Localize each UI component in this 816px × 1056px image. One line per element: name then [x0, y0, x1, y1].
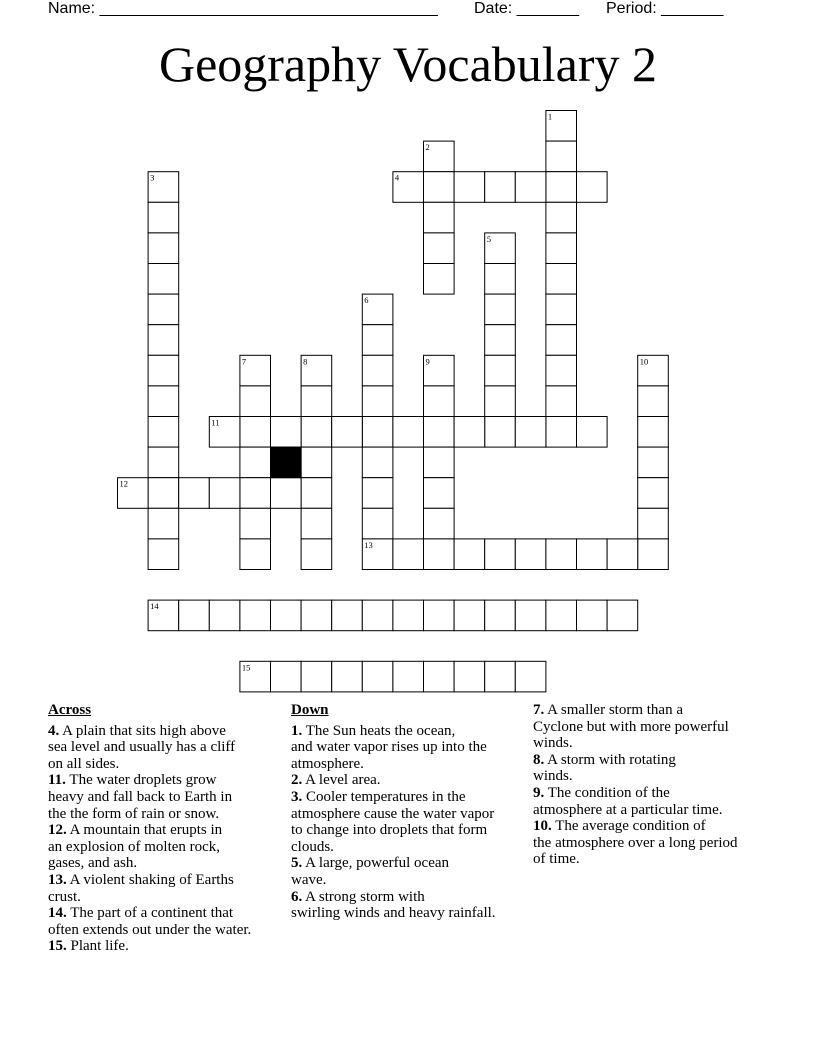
crossword-cell[interactable]	[362, 386, 393, 417]
crossword-cell[interactable]	[301, 508, 332, 539]
crossword-cell[interactable]	[148, 539, 179, 570]
crossword-cell[interactable]	[301, 539, 332, 570]
crossword-cell[interactable]	[301, 386, 332, 417]
crossword-cell[interactable]	[148, 325, 179, 356]
crossword-cell[interactable]	[546, 355, 577, 386]
down-clue	[533, 702, 773, 752]
crossword-cell[interactable]	[546, 600, 577, 631]
clue-text: A storm with rotating winds.	[533, 751, 676, 785]
crossword-cell[interactable]	[240, 386, 271, 417]
crossword-cell[interactable]	[638, 447, 669, 478]
clue-number-label: 11	[211, 417, 220, 428]
crossword-cell[interactable]	[332, 661, 363, 692]
clue-number: 12.	[48, 822, 67, 839]
crossword-cell[interactable]	[424, 172, 455, 203]
crossword-cell[interactable]	[362, 355, 393, 386]
crossword-cell[interactable]	[148, 355, 179, 386]
crossword-cell[interactable]	[638, 478, 669, 509]
crossword-cell[interactable]	[515, 539, 546, 570]
across-clue	[48, 822, 284, 872]
crossword-cell[interactable]	[424, 600, 455, 631]
across-clue	[48, 905, 284, 938]
clue-text: A mountain that erupts in an explosion of molten rock, gases, and ash.	[48, 822, 223, 872]
crossword-cell[interactable]	[362, 417, 393, 448]
crossword-cell[interactable]	[240, 508, 271, 539]
crossword-cell[interactable]	[301, 447, 332, 478]
across-clues	[48, 702, 284, 955]
across-clue	[48, 772, 284, 822]
clue-number-label: 10	[639, 356, 649, 367]
clue-number-label: 6	[364, 295, 369, 306]
clue-number-label: 9	[425, 356, 430, 367]
clue-number: 3.	[291, 788, 303, 805]
crossword-cell[interactable]	[271, 600, 302, 631]
crossword-cell[interactable]	[546, 386, 577, 417]
clue-text: A smaller storm than a Cyclone but with more powerful winds.	[533, 702, 729, 752]
crossword-cell[interactable]	[148, 233, 179, 264]
crossword-cell[interactable]	[424, 539, 455, 570]
clue-number-label: 4	[394, 172, 400, 183]
clue-text: The condition of the atmosphere at a particular time.	[533, 784, 723, 818]
crossword-cell[interactable]	[301, 661, 332, 692]
clue-text: A strong storm with swirling winds and heavy rainfall.	[291, 888, 496, 922]
crossword-cell[interactable]	[485, 172, 516, 203]
crossword-cell[interactable]	[362, 661, 393, 692]
crossword-cell[interactable]	[485, 661, 516, 692]
crossword-cell[interactable]	[515, 600, 546, 631]
crossword-cell[interactable]	[301, 417, 332, 448]
down-clue	[291, 723, 531, 773]
crossword-cell[interactable]	[424, 661, 455, 692]
name-field[interactable]: Name: ______________________________________	[48, 0, 438, 17]
clue-text: Cooler temperatures in the atmosphere cause the water vapor to change into droplets that form clouds.	[291, 788, 495, 855]
crossword-cell[interactable]	[454, 172, 485, 203]
crossword-cell[interactable]	[485, 600, 516, 631]
crossword-cell[interactable]	[393, 661, 424, 692]
crossword-cell[interactable]	[424, 478, 455, 509]
clue-number: 1.	[291, 722, 303, 739]
across-clue	[48, 723, 284, 773]
crossword-cell[interactable]	[148, 478, 179, 509]
crossword-cell[interactable]	[424, 233, 455, 264]
clue-number: 2.	[291, 772, 303, 789]
crossword-cell[interactable]	[240, 539, 271, 570]
down-clue	[291, 889, 531, 922]
crossword-cell[interactable]	[546, 233, 577, 264]
clue-text: A large, powerful ocean wave.	[291, 855, 450, 888]
crossword-cell[interactable]	[332, 417, 363, 448]
crossword-cell[interactable]	[546, 294, 577, 325]
crossword-cell[interactable]	[362, 325, 393, 356]
crossword-cell[interactable]	[179, 478, 210, 509]
crossword-cell[interactable]	[209, 478, 240, 509]
crossword-cell[interactable]	[485, 294, 516, 325]
crossword-cell[interactable]	[362, 478, 393, 509]
clue-text: A violent shaking of Earths crust.	[48, 871, 234, 905]
crossword-cell[interactable]	[577, 417, 608, 448]
crossword-cell[interactable]	[515, 661, 546, 692]
clue-text: A level area.	[302, 772, 381, 789]
clue-number-label: 13	[364, 539, 373, 550]
crossword-cell[interactable]	[393, 600, 424, 631]
clue-number: 14.	[48, 905, 67, 922]
clue-number: 8.	[533, 751, 545, 768]
crossword-cell[interactable]	[607, 539, 638, 570]
crossword-cell[interactable]	[546, 264, 577, 295]
crossword-cell[interactable]	[546, 172, 577, 203]
crossword-cell[interactable]	[362, 508, 393, 539]
clue-number: 15.	[48, 938, 67, 955]
down-clue	[533, 752, 773, 785]
crossword-cell[interactable]	[577, 172, 608, 203]
crossword-cell[interactable]	[393, 417, 424, 448]
crossword-cell[interactable]	[148, 386, 179, 417]
down-clue	[533, 818, 773, 868]
crossword-cell[interactable]	[271, 478, 302, 509]
clue-number-label: 12	[119, 478, 128, 489]
clue-number-label: 3	[150, 172, 155, 183]
clue-text: A plain that sits high above sea level and usually has a cliff on all sides.	[48, 722, 236, 772]
crossword-cell[interactable]	[485, 264, 516, 295]
down-clue	[291, 855, 531, 888]
crossword-cell[interactable]	[424, 508, 455, 539]
crossword-cell[interactable]	[240, 447, 271, 478]
clue-number-label: 2	[425, 142, 430, 153]
crossword-cell[interactable]	[638, 539, 669, 570]
clue-number: 9.	[533, 784, 545, 801]
crossword-cell[interactable]	[209, 600, 240, 631]
date-field[interactable]: Date: _______	[474, 0, 579, 17]
period-field[interactable]: Period: _______	[606, 0, 724, 17]
clue-number: 10.	[533, 818, 552, 835]
across-clue	[48, 872, 284, 905]
down-clue	[533, 785, 773, 818]
down-clue	[291, 789, 531, 855]
crossword-cell[interactable]	[485, 325, 516, 356]
crossword-cell[interactable]	[638, 417, 669, 448]
crossword-cell[interactable]	[638, 508, 669, 539]
clue-text: The average condition of the atmosphere over a long period of time.	[533, 818, 738, 868]
crossword-cell[interactable]	[393, 539, 424, 570]
crossword-cell[interactable]	[638, 386, 669, 417]
clue-text: Plant life.	[66, 938, 129, 955]
crossword-cell[interactable]	[577, 539, 608, 570]
crossword-cell[interactable]	[301, 600, 332, 631]
clue-number: 6.	[291, 888, 303, 905]
crossword-cell[interactable]	[607, 600, 638, 631]
crossword-cell[interactable]	[148, 508, 179, 539]
crossword-cell[interactable]	[148, 447, 179, 478]
crossword-cell[interactable]	[546, 325, 577, 356]
crossword-cell[interactable]	[546, 202, 577, 233]
crossword-cell[interactable]	[454, 600, 485, 631]
clue-text: The part of a continent that often extends out under the water.	[48, 905, 252, 938]
crossword-cell[interactable]	[424, 264, 455, 295]
crossword-cell[interactable]	[148, 264, 179, 295]
crossword-cell[interactable]	[301, 478, 332, 509]
crossword-cell[interactable]	[577, 600, 608, 631]
crossword-cell[interactable]	[362, 447, 393, 478]
crossword-cell[interactable]	[148, 294, 179, 325]
clue-number-label: 14	[150, 601, 159, 612]
crossword-cell[interactable]	[332, 600, 363, 631]
crossword-cell[interactable]	[240, 478, 271, 509]
crossword-cell[interactable]	[454, 661, 485, 692]
clue-number: 11.	[48, 772, 66, 789]
clue-text: The water droplets grow heavy and fall back to Earth in the the form of rain or snow.	[48, 772, 233, 822]
down-clues	[291, 702, 531, 922]
crossword-cell[interactable]	[271, 417, 302, 448]
crossword-cell[interactable]	[179, 600, 210, 631]
across-clue	[48, 938, 284, 955]
black-cell	[271, 447, 302, 478]
crossword-cell[interactable]	[148, 417, 179, 448]
clue-number-label: 1	[547, 111, 553, 122]
crossword-cell[interactable]	[546, 417, 577, 448]
down-clue	[291, 772, 531, 789]
crossword-cell[interactable]	[424, 386, 455, 417]
clue-number: 4.	[48, 722, 60, 739]
crossword-cell[interactable]	[454, 417, 485, 448]
crossword-cell[interactable]	[485, 539, 516, 570]
crossword-cell[interactable]	[485, 386, 516, 417]
crossword-cell[interactable]	[424, 447, 455, 478]
clue-number: 13.	[48, 871, 67, 888]
crossword-cell[interactable]	[485, 417, 516, 448]
clue-number-label: 8	[303, 356, 308, 367]
clue-number-label: 7	[241, 356, 247, 367]
crossword-cell[interactable]	[485, 355, 516, 386]
clue-number-label: 5	[486, 233, 491, 244]
crossword-cell[interactable]	[271, 661, 302, 692]
crossword-cell[interactable]	[515, 172, 546, 203]
crossword-cell[interactable]	[515, 417, 546, 448]
crossword-cell[interactable]	[546, 539, 577, 570]
crossword-cell[interactable]	[240, 600, 271, 631]
clue-number-label: 15	[241, 662, 251, 673]
crossword-cell[interactable]	[362, 600, 393, 631]
crossword-cell[interactable]	[424, 417, 455, 448]
page-title: Geography Vocabulary 2	[158, 36, 658, 92]
crossword-cell[interactable]	[546, 141, 577, 172]
crossword-cell[interactable]	[454, 539, 485, 570]
clue-number: 5.	[291, 855, 303, 872]
across-heading: Across	[48, 702, 92, 718]
down-clues-continued	[533, 702, 773, 868]
crossword-cell[interactable]	[148, 202, 179, 233]
down-heading: Down	[291, 702, 329, 718]
crossword-cell[interactable]	[424, 202, 455, 233]
clue-text: The Sun heats the ocean, and water vapor rises up into the atmosphere.	[291, 722, 487, 772]
clue-number: 7.	[533, 702, 545, 718]
crossword-cell[interactable]	[240, 417, 271, 448]
